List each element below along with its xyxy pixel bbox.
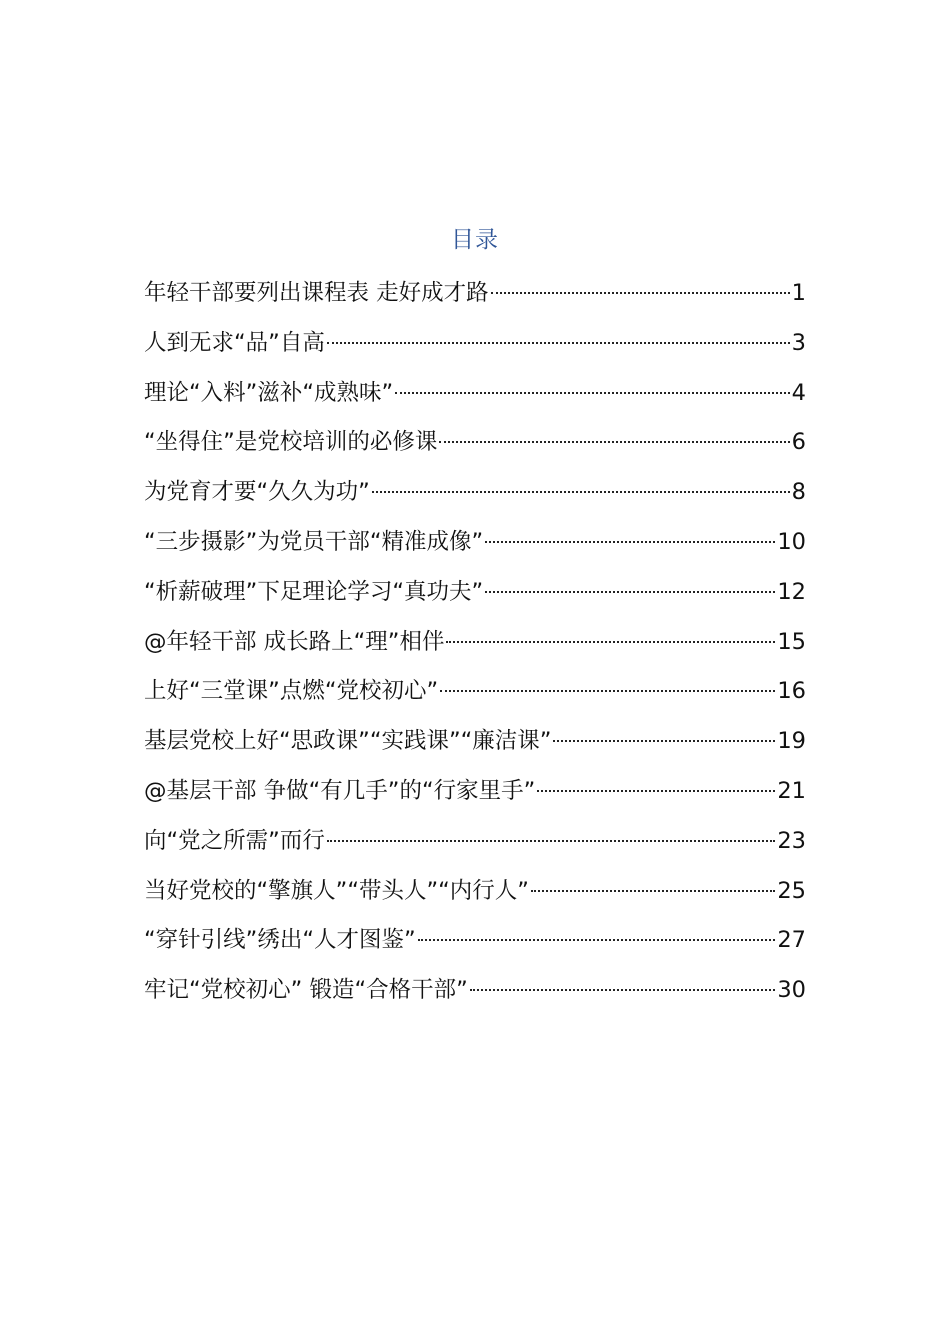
toc-entry-title: “坐得住”是党校培训的必修课 bbox=[144, 429, 438, 456]
toc-entry-title: 理论“入料”滋补“成熟味” bbox=[144, 379, 394, 406]
toc-entry[interactable] bbox=[144, 323, 806, 373]
toc-entry-title: @基层干部 争做“有几手”的“行家里手” bbox=[144, 777, 536, 804]
dot-leader bbox=[553, 740, 775, 742]
toc-entry[interactable] bbox=[144, 422, 806, 472]
toc-entry-page: 16 bbox=[777, 678, 806, 705]
toc-entry[interactable] bbox=[144, 522, 806, 572]
toc-entry-page: 3 bbox=[791, 329, 806, 356]
toc-entry-page: 30 bbox=[777, 977, 806, 1004]
dot-leader bbox=[439, 441, 789, 443]
dot-leader bbox=[485, 591, 775, 593]
toc-entry-page: 27 bbox=[777, 927, 806, 954]
toc-entry[interactable] bbox=[144, 572, 806, 622]
toc-entry-page: 1 bbox=[791, 280, 806, 306]
toc-entry-page: 12 bbox=[777, 578, 806, 605]
toc-entry[interactable] bbox=[144, 671, 806, 721]
toc-entry[interactable] bbox=[144, 970, 806, 1020]
toc-entry-page: 21 bbox=[777, 777, 806, 804]
dot-leader bbox=[440, 690, 775, 692]
dot-leader bbox=[491, 292, 790, 294]
toc-title: 目录 bbox=[451, 227, 499, 253]
toc-entry-page: 4 bbox=[791, 379, 806, 406]
toc-entry[interactable] bbox=[144, 622, 806, 672]
toc-entry-title: @年轻干部 成长路上“理”相伴 bbox=[144, 628, 445, 655]
toc-entry-title: “析薪破理”下足理论学习“真功夫” bbox=[144, 578, 484, 605]
dot-leader bbox=[470, 989, 776, 991]
toc-entry[interactable] bbox=[144, 821, 806, 871]
dot-leader bbox=[537, 790, 775, 792]
toc-entry-page: 15 bbox=[777, 628, 806, 655]
dot-leader bbox=[446, 641, 775, 643]
toc-entry-page: 23 bbox=[777, 827, 806, 854]
toc-entry-title: 年轻干部要列出课程表 走好成才路 bbox=[144, 280, 489, 306]
toc-entry-title: “三步摄影”为党员干部“精准成像” bbox=[144, 528, 484, 555]
toc-entry-title: “穿针引线”绣出“人才图鉴” bbox=[144, 927, 416, 954]
toc-list bbox=[144, 273, 806, 1020]
toc-entry[interactable] bbox=[144, 472, 806, 522]
toc-entry-page: 25 bbox=[777, 877, 806, 904]
dot-leader bbox=[395, 392, 790, 394]
toc-entry-page: 19 bbox=[777, 728, 806, 755]
toc-entry[interactable] bbox=[144, 920, 806, 970]
toc-entry-page: 6 bbox=[791, 429, 806, 456]
toc-entry-title: 基层党校上好“思政课”“实践课”“廉洁课” bbox=[144, 728, 552, 755]
toc-entry-title: 向“党之所需”而行 bbox=[144, 827, 325, 854]
toc-entry-title: 当好党校的“擎旗人”“带头人”“内行人” bbox=[144, 877, 529, 904]
toc-entry-title: 为党育才要“久久为功” bbox=[144, 479, 370, 506]
toc-entry[interactable] bbox=[144, 721, 806, 771]
toc-entry-title: 上好“三堂课”点燃“党校初心” bbox=[144, 678, 439, 705]
dot-leader bbox=[327, 342, 790, 344]
dot-leader bbox=[327, 840, 776, 842]
dot-leader bbox=[531, 890, 775, 892]
dot-leader bbox=[372, 491, 790, 493]
toc-entry[interactable] bbox=[144, 373, 806, 423]
dot-leader bbox=[418, 939, 776, 941]
dot-leader bbox=[485, 541, 775, 543]
toc-entry-title: 人到无求“品”自高 bbox=[144, 329, 325, 356]
toc-entry[interactable] bbox=[144, 273, 806, 323]
toc-entry-page: 10 bbox=[777, 528, 806, 555]
toc-entry[interactable] bbox=[144, 871, 806, 921]
toc-entry[interactable] bbox=[144, 771, 806, 821]
toc-entry-title: 牢记“党校初心” 锻造“合格干部” bbox=[144, 977, 468, 1004]
toc-entry-page: 8 bbox=[791, 479, 806, 506]
